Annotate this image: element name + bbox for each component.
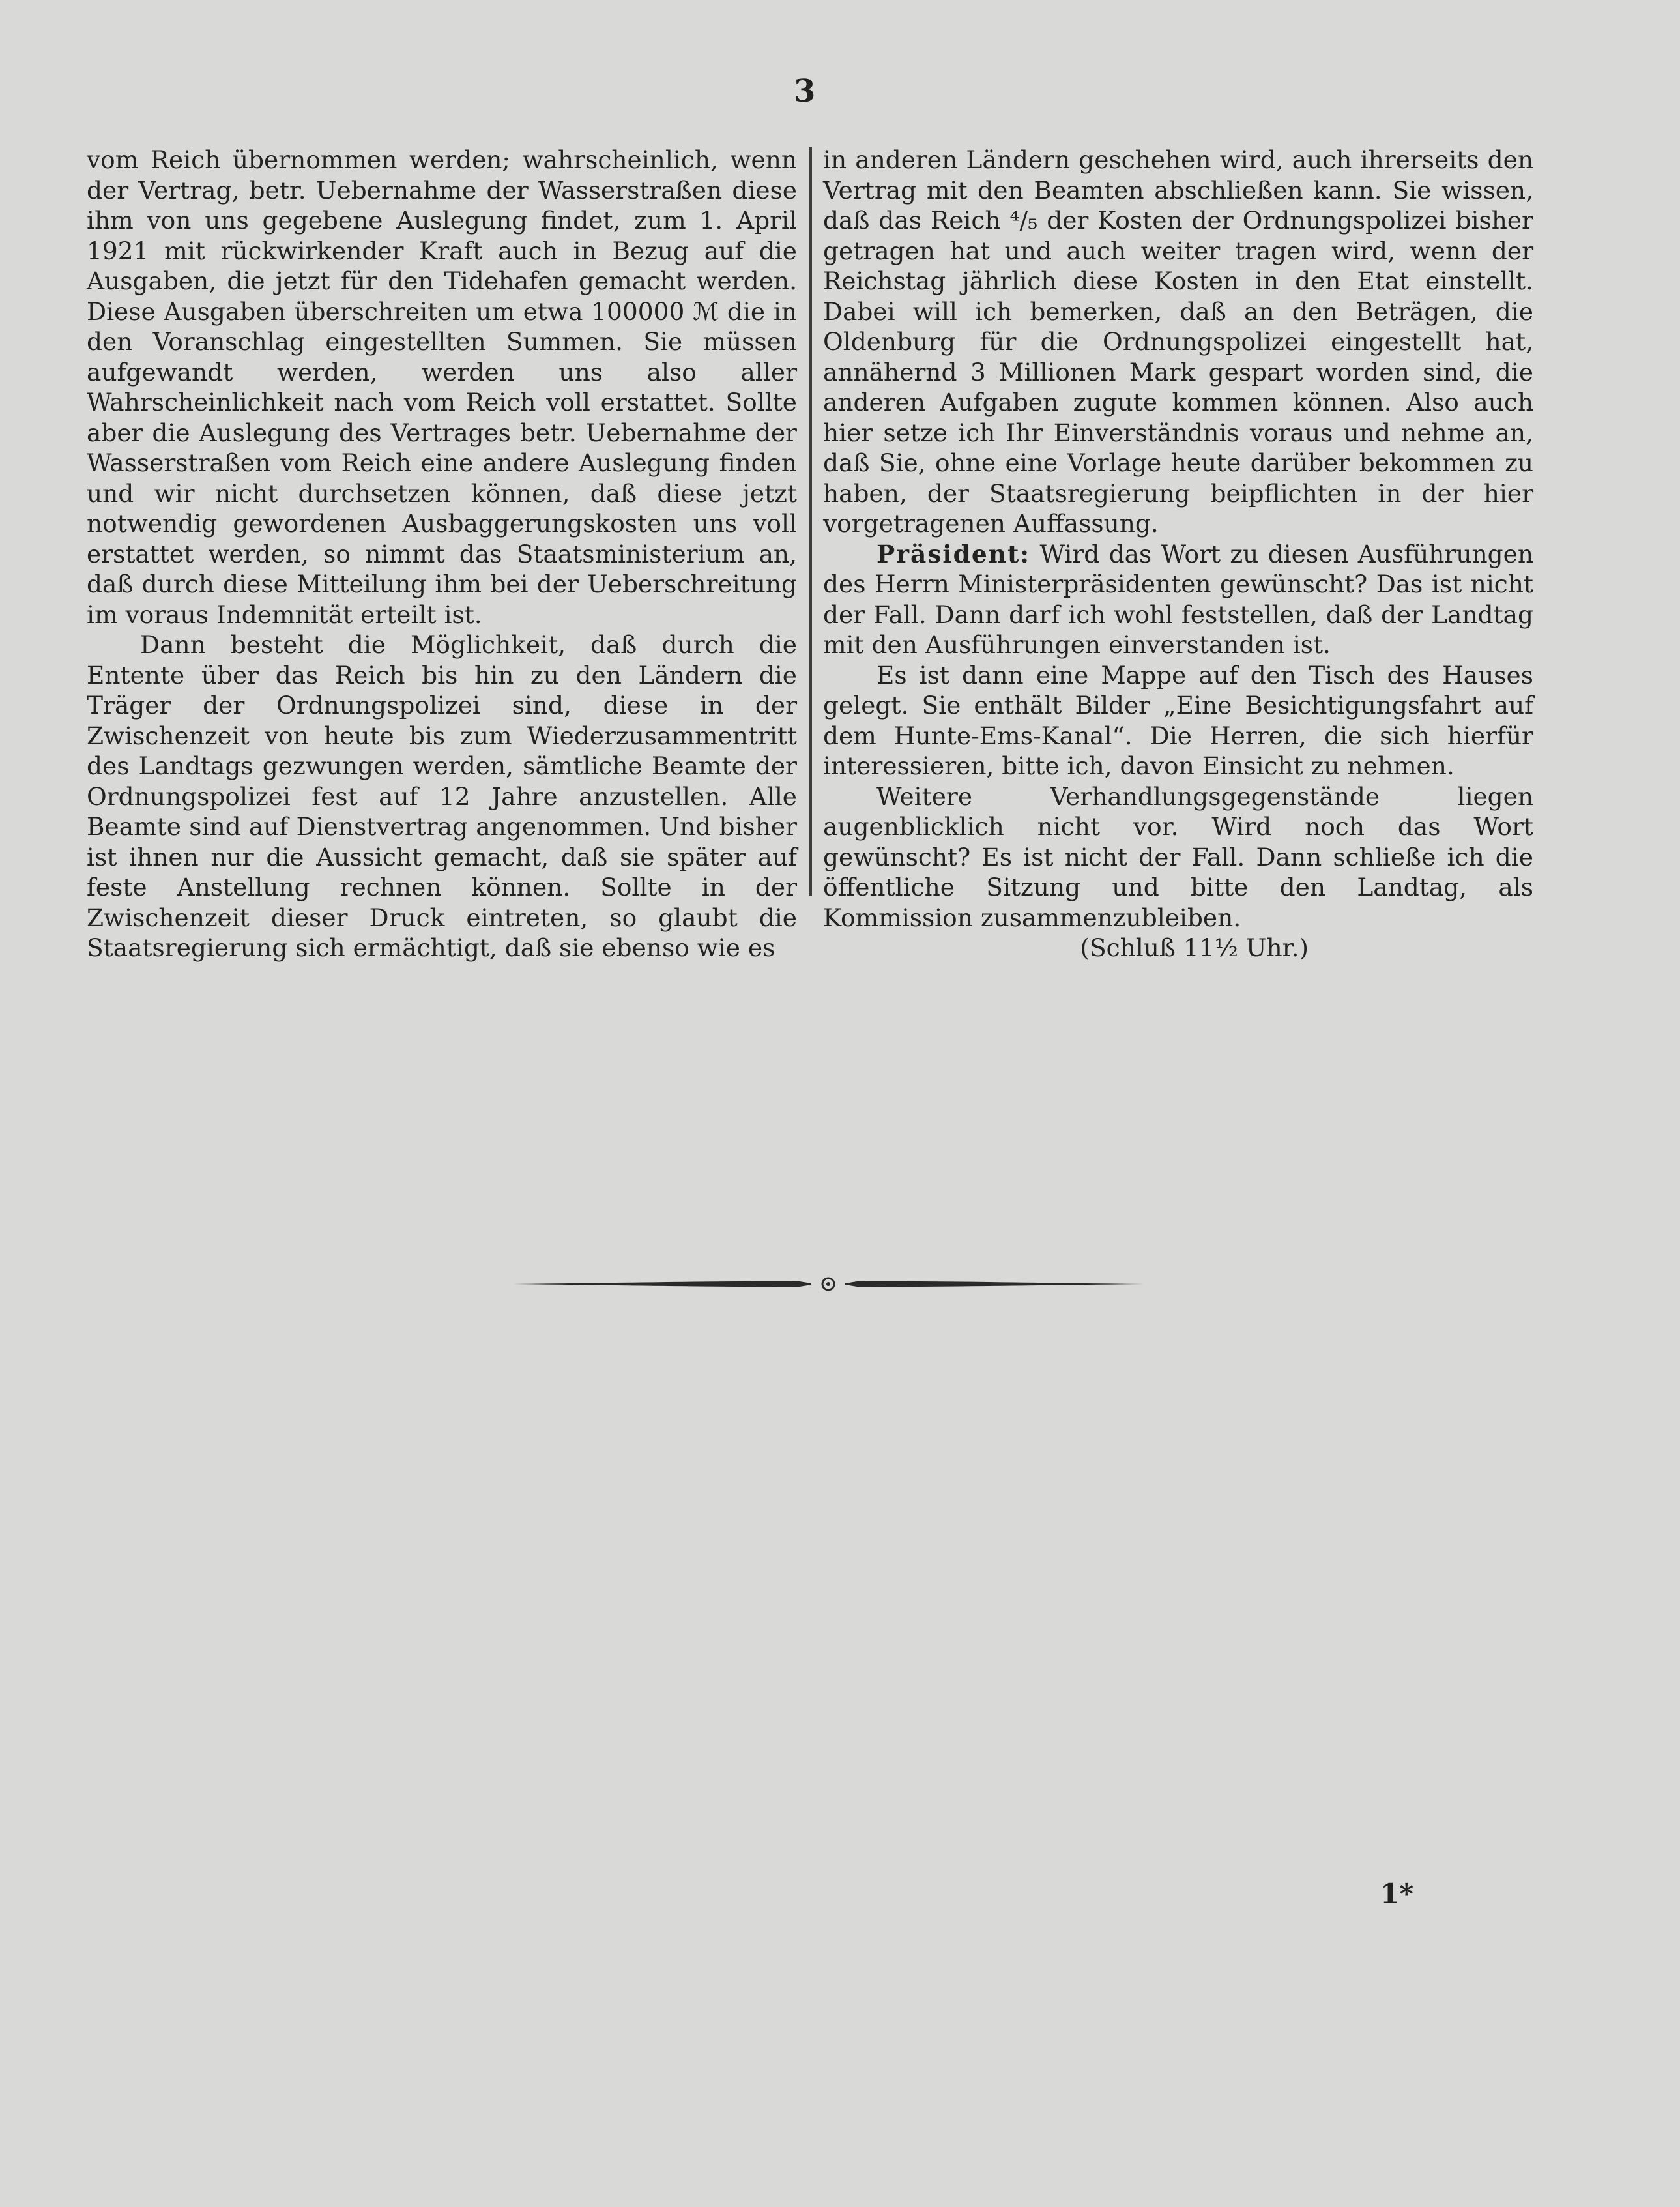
left-paragraph-2: Dann besteht die Möglichkeit, daß durch die Entente über das Reich bis hin zu den Ländern die Träger der Ordnungspolizei sind, diese in der Zwischenzeit von heute bis zum Wiederzusammentritt des Landtags gezwungen werden, sämtliche Beamte der Ordnungspolizei fest auf 12 Jahre anzustellen. Alle Beamte sind auf Dienstvertrag angenommen. Und bisher ist ihnen nur die Aussicht gemacht, daß sie später auf feste Anstellung rechnen können. Sollte in der Zwischenzeit dieser Druck eintreten, so glaubt die Staatsregierung sich ermächtigt, daß sie ebenso wie es [87, 630, 797, 962]
president-speech: Wird das Wort zu diesen Ausführungen des Herrn Ministerpräsidenten gewünscht? Das ist nicht der Fall. Dann darf ich wohl feststellen, daß der Landtag mit den Ausführungen einverstanden ist. [823, 539, 1533, 659]
speaker-label: Präsident: [876, 539, 1031, 568]
page-number: 3 [794, 73, 816, 110]
ornamental-divider [513, 1274, 1144, 1294]
right-column [823, 145, 1533, 963]
right-paragraph-3: Es ist dann eine Mappe auf den Tisch des Hauses gelegt. Sie enthält Bilder „Eine Besichtigungsfahrt auf dem Hunte-Ems-Kanal“. Die Herren, die sich hierfür interessieren, bitte ich, davon Einsicht zu nehmen. [823, 660, 1533, 780]
right-paragraph-4: Weitere Verhandlungsgegenstände liegen augenblicklich nicht vor. Wird noch das Wort gewünscht? Es ist nicht der Fall. Dann schließe ich die öffentliche Sitzung und bitte den Landtag, als Kommission zusammenzubleiben. [823, 782, 1533, 932]
left-column [87, 145, 797, 963]
column-divider [809, 147, 812, 896]
left-paragraph-1: vom Reich übernommen werden; wahrscheinlich, wenn der Vertrag, betr. Uebernahme der Wasserstraßen diese ihm von uns gegebene Auslegung findet, zum 1. April 1921 mit rückwirkender Kraft auch in Bezug auf die Ausgaben, die jetzt für den Tidehafen gemacht werden. Diese Ausgaben überschreiten um etwa 100000 ℳ die in den Voranschlag eingestellten Summen. Sie müssen aufgewandt werden, werden uns also aller Wahrscheinlichkeit nach vom Reich voll erstattet. Sollte aber die Auslegung des Vertrages betr. Uebernahme der Wasserstraßen vom Reich eine andere Auslegung finden und wir nicht durchsetzen können, daß diese jetzt notwendig gewordenen Ausbaggerungskosten uns voll erstattet werden, so nimmt das Staatsministerium an, daß durch diese Mitteilung ihm bei der Ueberschreitung im voraus Indemnität erteilt ist. [87, 145, 797, 629]
signature-mark: 1* [1380, 1878, 1414, 1910]
closing-note: (Schluß 11½ Uhr.) [1080, 933, 1309, 962]
right-paragraph-1: in anderen Ländern geschehen wird, auch ihrerseits den Vertrag mit den Beamten abschließen kann. Sie wissen, daß das Reich ⁴/₅ der Kosten der Ordnungspolizei bisher getragen hat und auch weiter tragen wird, wenn der Reichstag jährlich diese Kosten in den Etat einstellt. Dabei will ich bemerken, daß an den Beträgen, die Oldenburg für die Ordnungspolizei eingestellt hat, annähernd 3 Millionen Mark gespart worden sind, die anderen Aufgaben zugute kommen können. Also auch hier setze ich Ihr Einverständnis voraus und nehme an, daß Sie, ohne eine Vorlage heute darüber bekommen zu haben, der Staatsregierung beipflichten in der hier vorgetragenen Auffassung. [823, 145, 1533, 538]
president-statement [823, 539, 1533, 660]
